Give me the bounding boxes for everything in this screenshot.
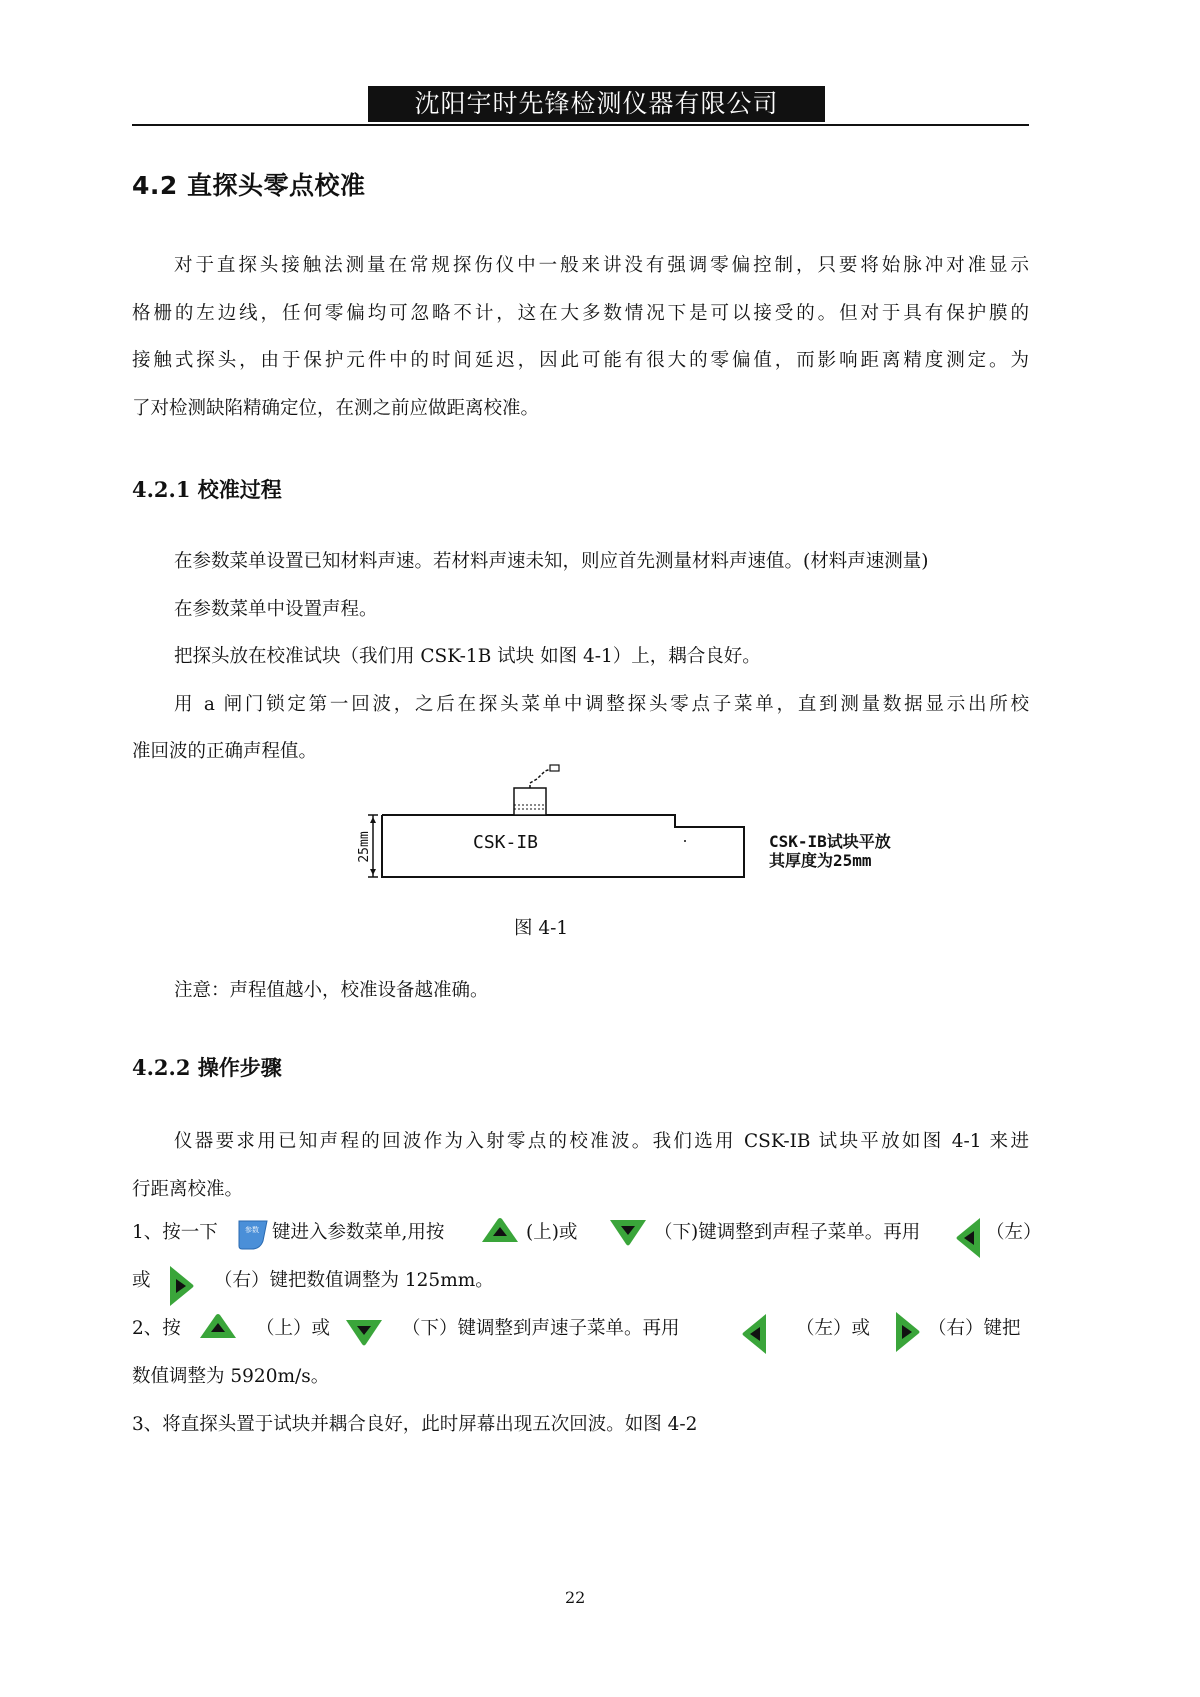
step2-text-b: （上）或 xyxy=(256,1318,331,1339)
figure-note-line-2: 其厚度为25mm xyxy=(769,851,872,870)
subsection-title-steps: 4.2.2 操作步骤 xyxy=(132,1055,282,1080)
step2-text-d: （左）或 xyxy=(796,1318,871,1339)
param-key-icon xyxy=(236,1219,270,1251)
page-number: 22 xyxy=(565,1588,586,1607)
calibration-line-1: 在参数菜单设置已知材料声速。若材料声速未知，则应首先测量材料声速值。(材料声速测量) xyxy=(174,551,929,572)
intro-line-4: 了对检测缺陷精确定位，在测之前应做距离校准。 xyxy=(132,397,540,419)
down-arrow-key-icon xyxy=(606,1218,650,1248)
steps-intro xyxy=(132,1118,1029,1213)
intro-line-2: 格栅的左边线，任何零偏均可忽略不计，这在大多数情况下是可以接受的。但对于具有保护膜的 xyxy=(132,302,1029,324)
step1-text-f: 或 xyxy=(132,1270,151,1291)
intro-paragraph xyxy=(132,242,1029,432)
steps-intro-line-1: 仪器要求用已知声程的回波作为入射零点的校准波。我们选用 CSK-IB 试块平放如图 4-1 来进 xyxy=(174,1131,1029,1152)
svg-text:参数: 参数 xyxy=(245,1226,259,1234)
probe-icon xyxy=(514,788,546,815)
step2-text-e: （右）键把 xyxy=(928,1318,1021,1339)
left-arrow-key-icon-2 xyxy=(740,1312,770,1356)
intro-line-1: 对于直探头接触法测量在常规探伤仪中一般来讲没有强调零偏控制，只要将始脉冲对准显示 xyxy=(174,255,1029,276)
up-arrow-key-icon-2 xyxy=(196,1312,240,1340)
block-label: CSK-IB xyxy=(473,832,539,853)
intro-line-3: 接触式探头，由于保护元件中的时间延迟，因此可能有很大的零偏值，而影响距离精度测定。为 xyxy=(132,350,1029,371)
left-arrow-key-icon xyxy=(954,1216,984,1260)
step1-text-g: （右）键把数值调整为 125mm。 xyxy=(214,1270,494,1291)
calibration-steps xyxy=(132,538,1029,776)
probe-cable xyxy=(530,769,551,788)
step2-text-a: 2、按 xyxy=(132,1318,181,1339)
note-text: 注意：声程值越小，校准设备越准确。 xyxy=(174,980,489,1001)
calibration-line-2: 在参数菜单中设置声程。 xyxy=(174,598,378,620)
step1-text-b: 键进入参数菜单,用按 xyxy=(272,1222,445,1243)
csk-ib-block-figure xyxy=(355,757,915,885)
up-arrow-key-icon xyxy=(478,1216,522,1244)
right-arrow-key-icon xyxy=(166,1264,196,1308)
probe-connector xyxy=(550,765,559,771)
down-arrow-key-icon-2 xyxy=(342,1318,386,1348)
figure-caption: 图 4-1 xyxy=(514,918,569,939)
test-block-outline xyxy=(382,815,744,877)
step1-text-d: （下)键调整到声程子菜单。再用 xyxy=(654,1222,921,1243)
note-paragraph xyxy=(132,967,1029,1015)
step1-text-e: （左） xyxy=(986,1222,1042,1243)
section-title: 4.2 直探头零点校准 xyxy=(132,171,366,200)
step3-text: 3、将直探头置于试块并耦合良好，此时屏幕出现五次回波。如图 4-2 xyxy=(132,1414,698,1435)
figure-note-line-1: CSK-IB试块平放 xyxy=(769,832,891,851)
step2-text-c: （下）键调整到声速子菜单。再用 xyxy=(402,1318,680,1339)
calibration-line-4: 用 a 闸门锁定第一回波，之后在探头菜单中调整探头零点子菜单，直到测量数据显示出所校 xyxy=(174,693,1029,715)
right-arrow-key-icon-2 xyxy=(892,1310,922,1354)
subsection-title-calibration: 4.2.1 校准过程 xyxy=(132,477,282,502)
header-rule xyxy=(132,124,1029,126)
calibration-line-3: 把探头放在校准试块（我们用 CSK-1B 试块 如图 4-1）上，耦合良好。 xyxy=(174,646,761,667)
step2-text-f: 数值调整为 5920m/s。 xyxy=(132,1366,330,1387)
steps-intro-line-2: 行距离校准。 xyxy=(132,1178,244,1200)
height-label: 25mm xyxy=(357,831,372,863)
step1-line-1: 1、按一下 xyxy=(132,1222,218,1243)
calibration-line-5: 准回波的正确声程值。 xyxy=(132,741,318,762)
step1-text-c: (上)或 xyxy=(526,1222,578,1243)
company-header: 沈阳宇时先锋检测仪器有限公司 xyxy=(368,86,825,122)
